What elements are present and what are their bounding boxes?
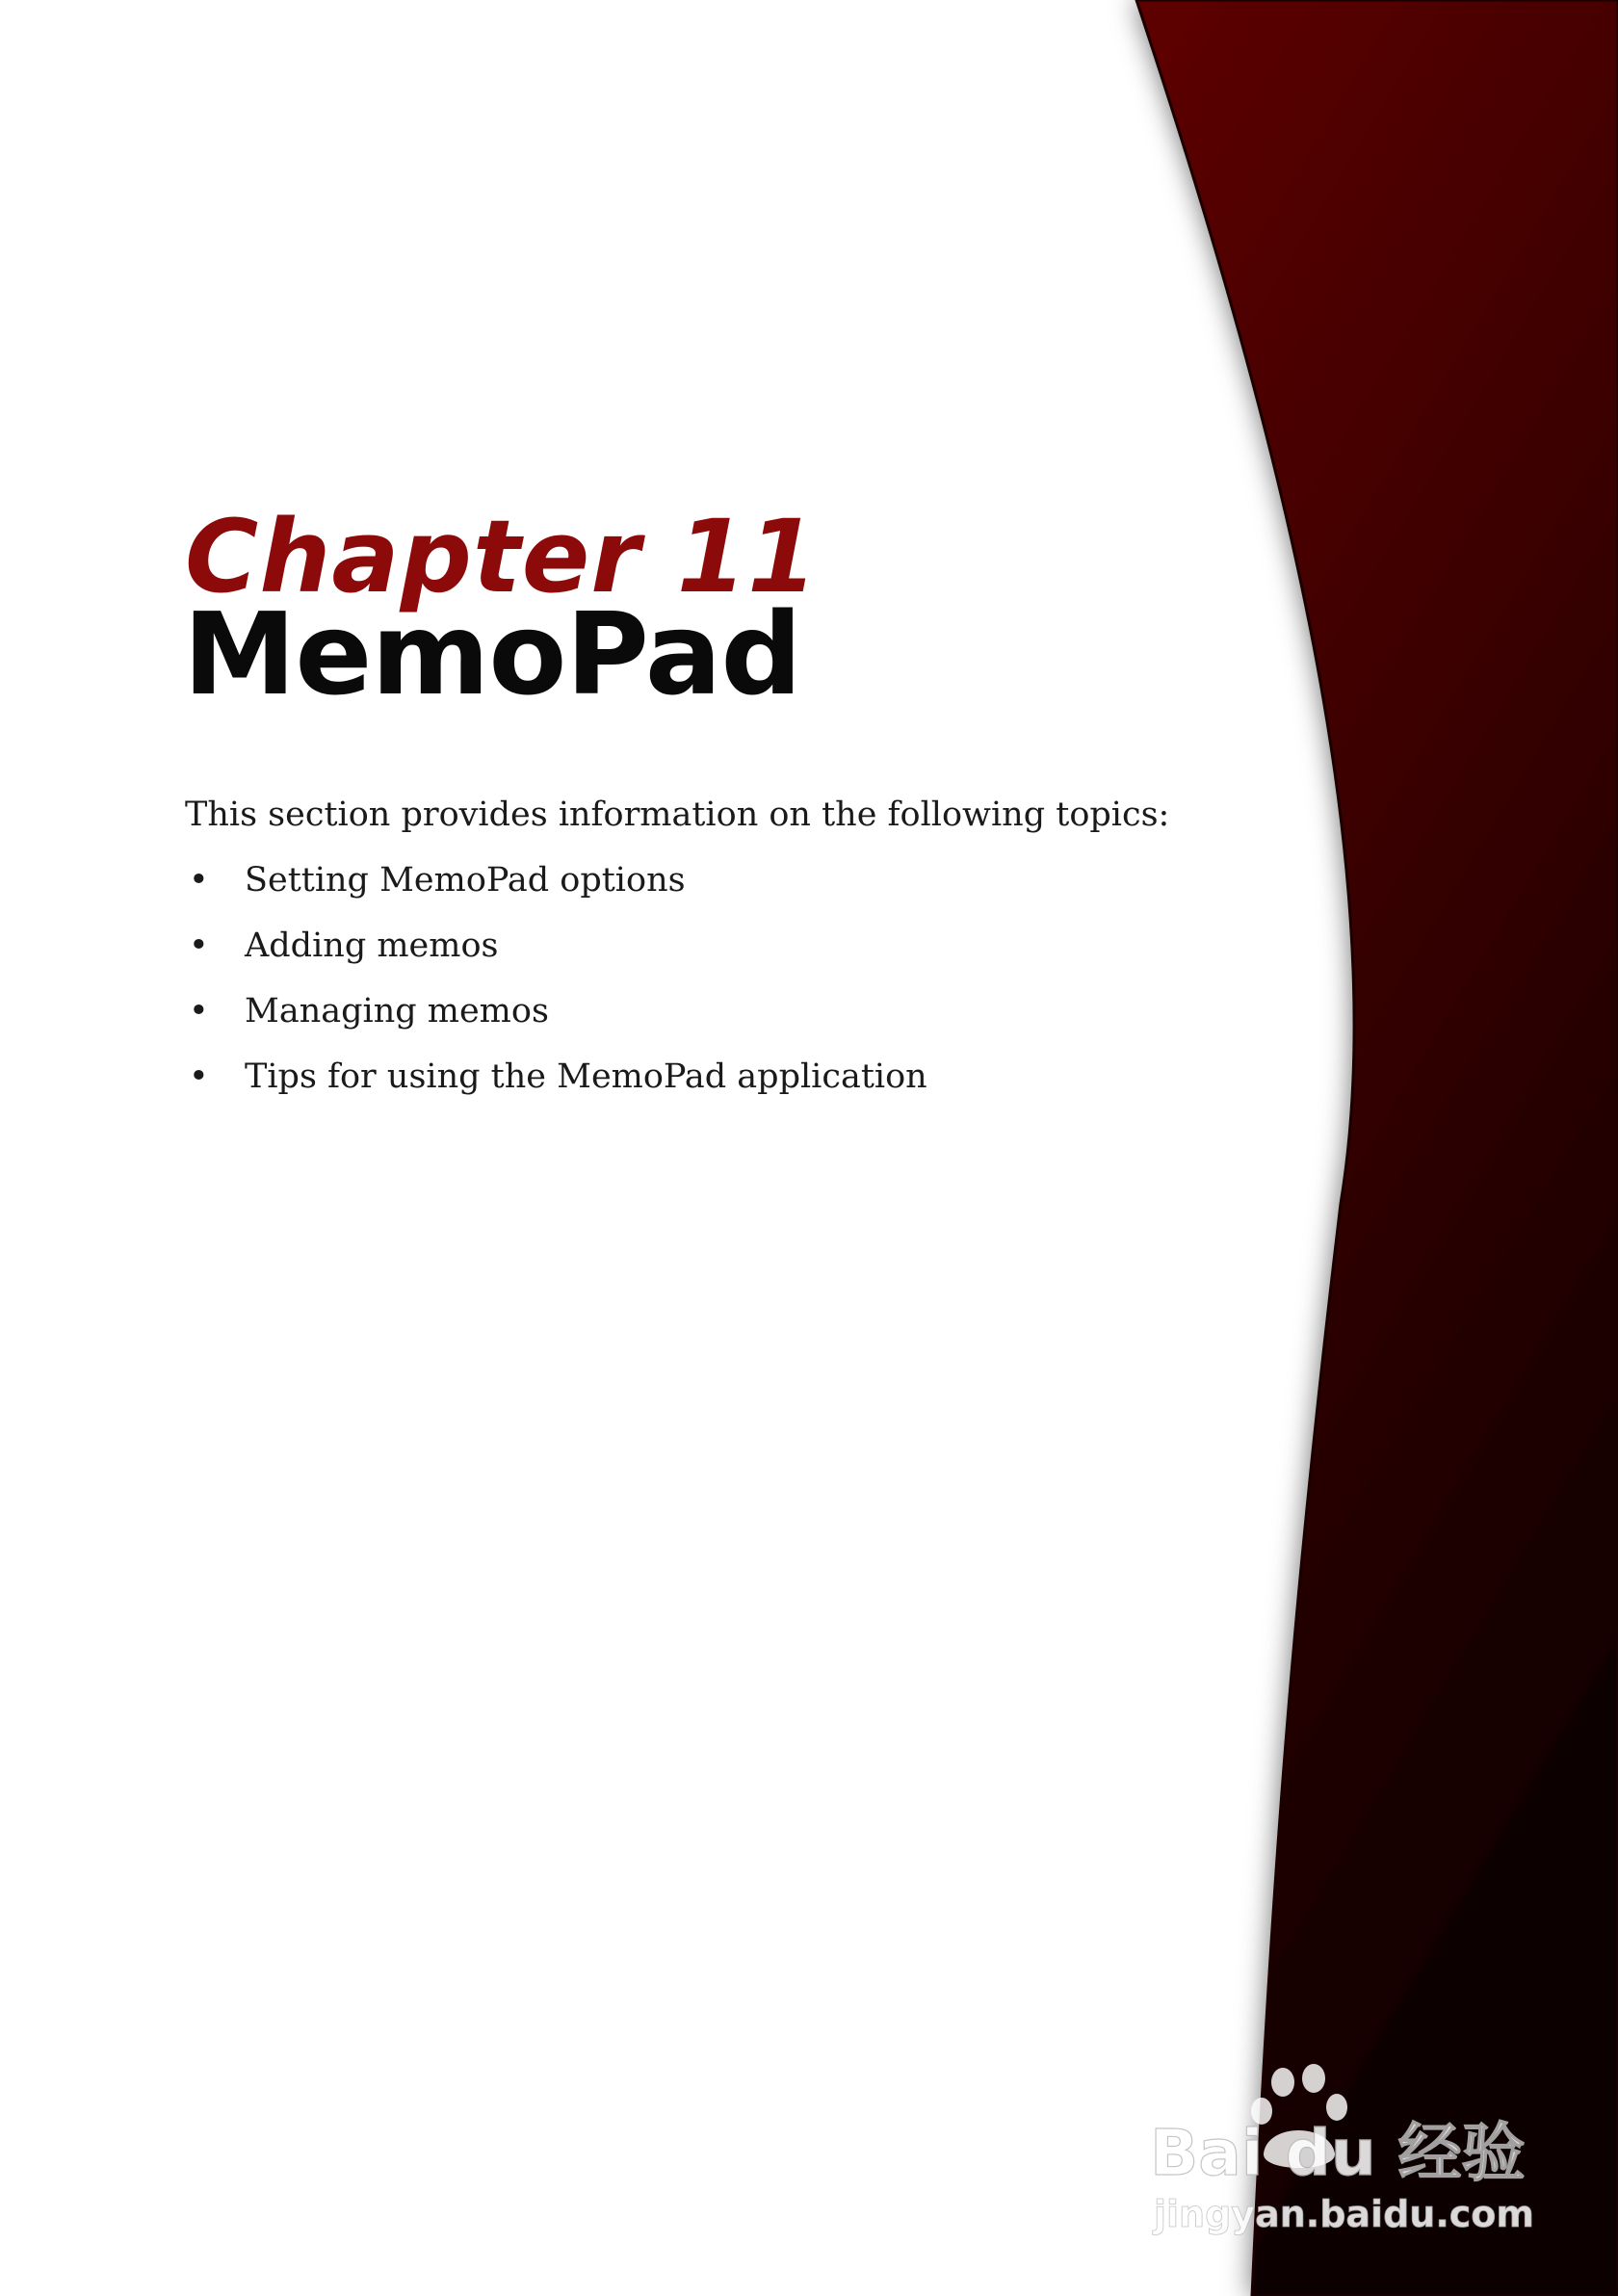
topic-text: Tips for using the MemoPad application [245,1057,927,1096]
bullet-icon: • [189,1057,209,1096]
watermark-brand: Bai du 经验 [1150,2116,1526,2190]
chapter-label: Chapter 11 [185,498,819,615]
intro-text: This section provides information on the following topics: [185,796,1170,834]
baidu-jingyan-watermark [1148,2055,1553,2248]
bullet-icon: • [189,992,209,1031]
bullet-icon: • [189,926,209,965]
topic-text: Setting MemoPad options [245,861,686,900]
topic-text: Managing memos [245,992,549,1031]
topic-text: Adding memos [245,926,499,965]
watermark-url: jingyan.baidu.com [1154,2193,1534,2235]
chapter-title: MemoPad [183,587,801,720]
bullet-icon: • [189,861,209,900]
